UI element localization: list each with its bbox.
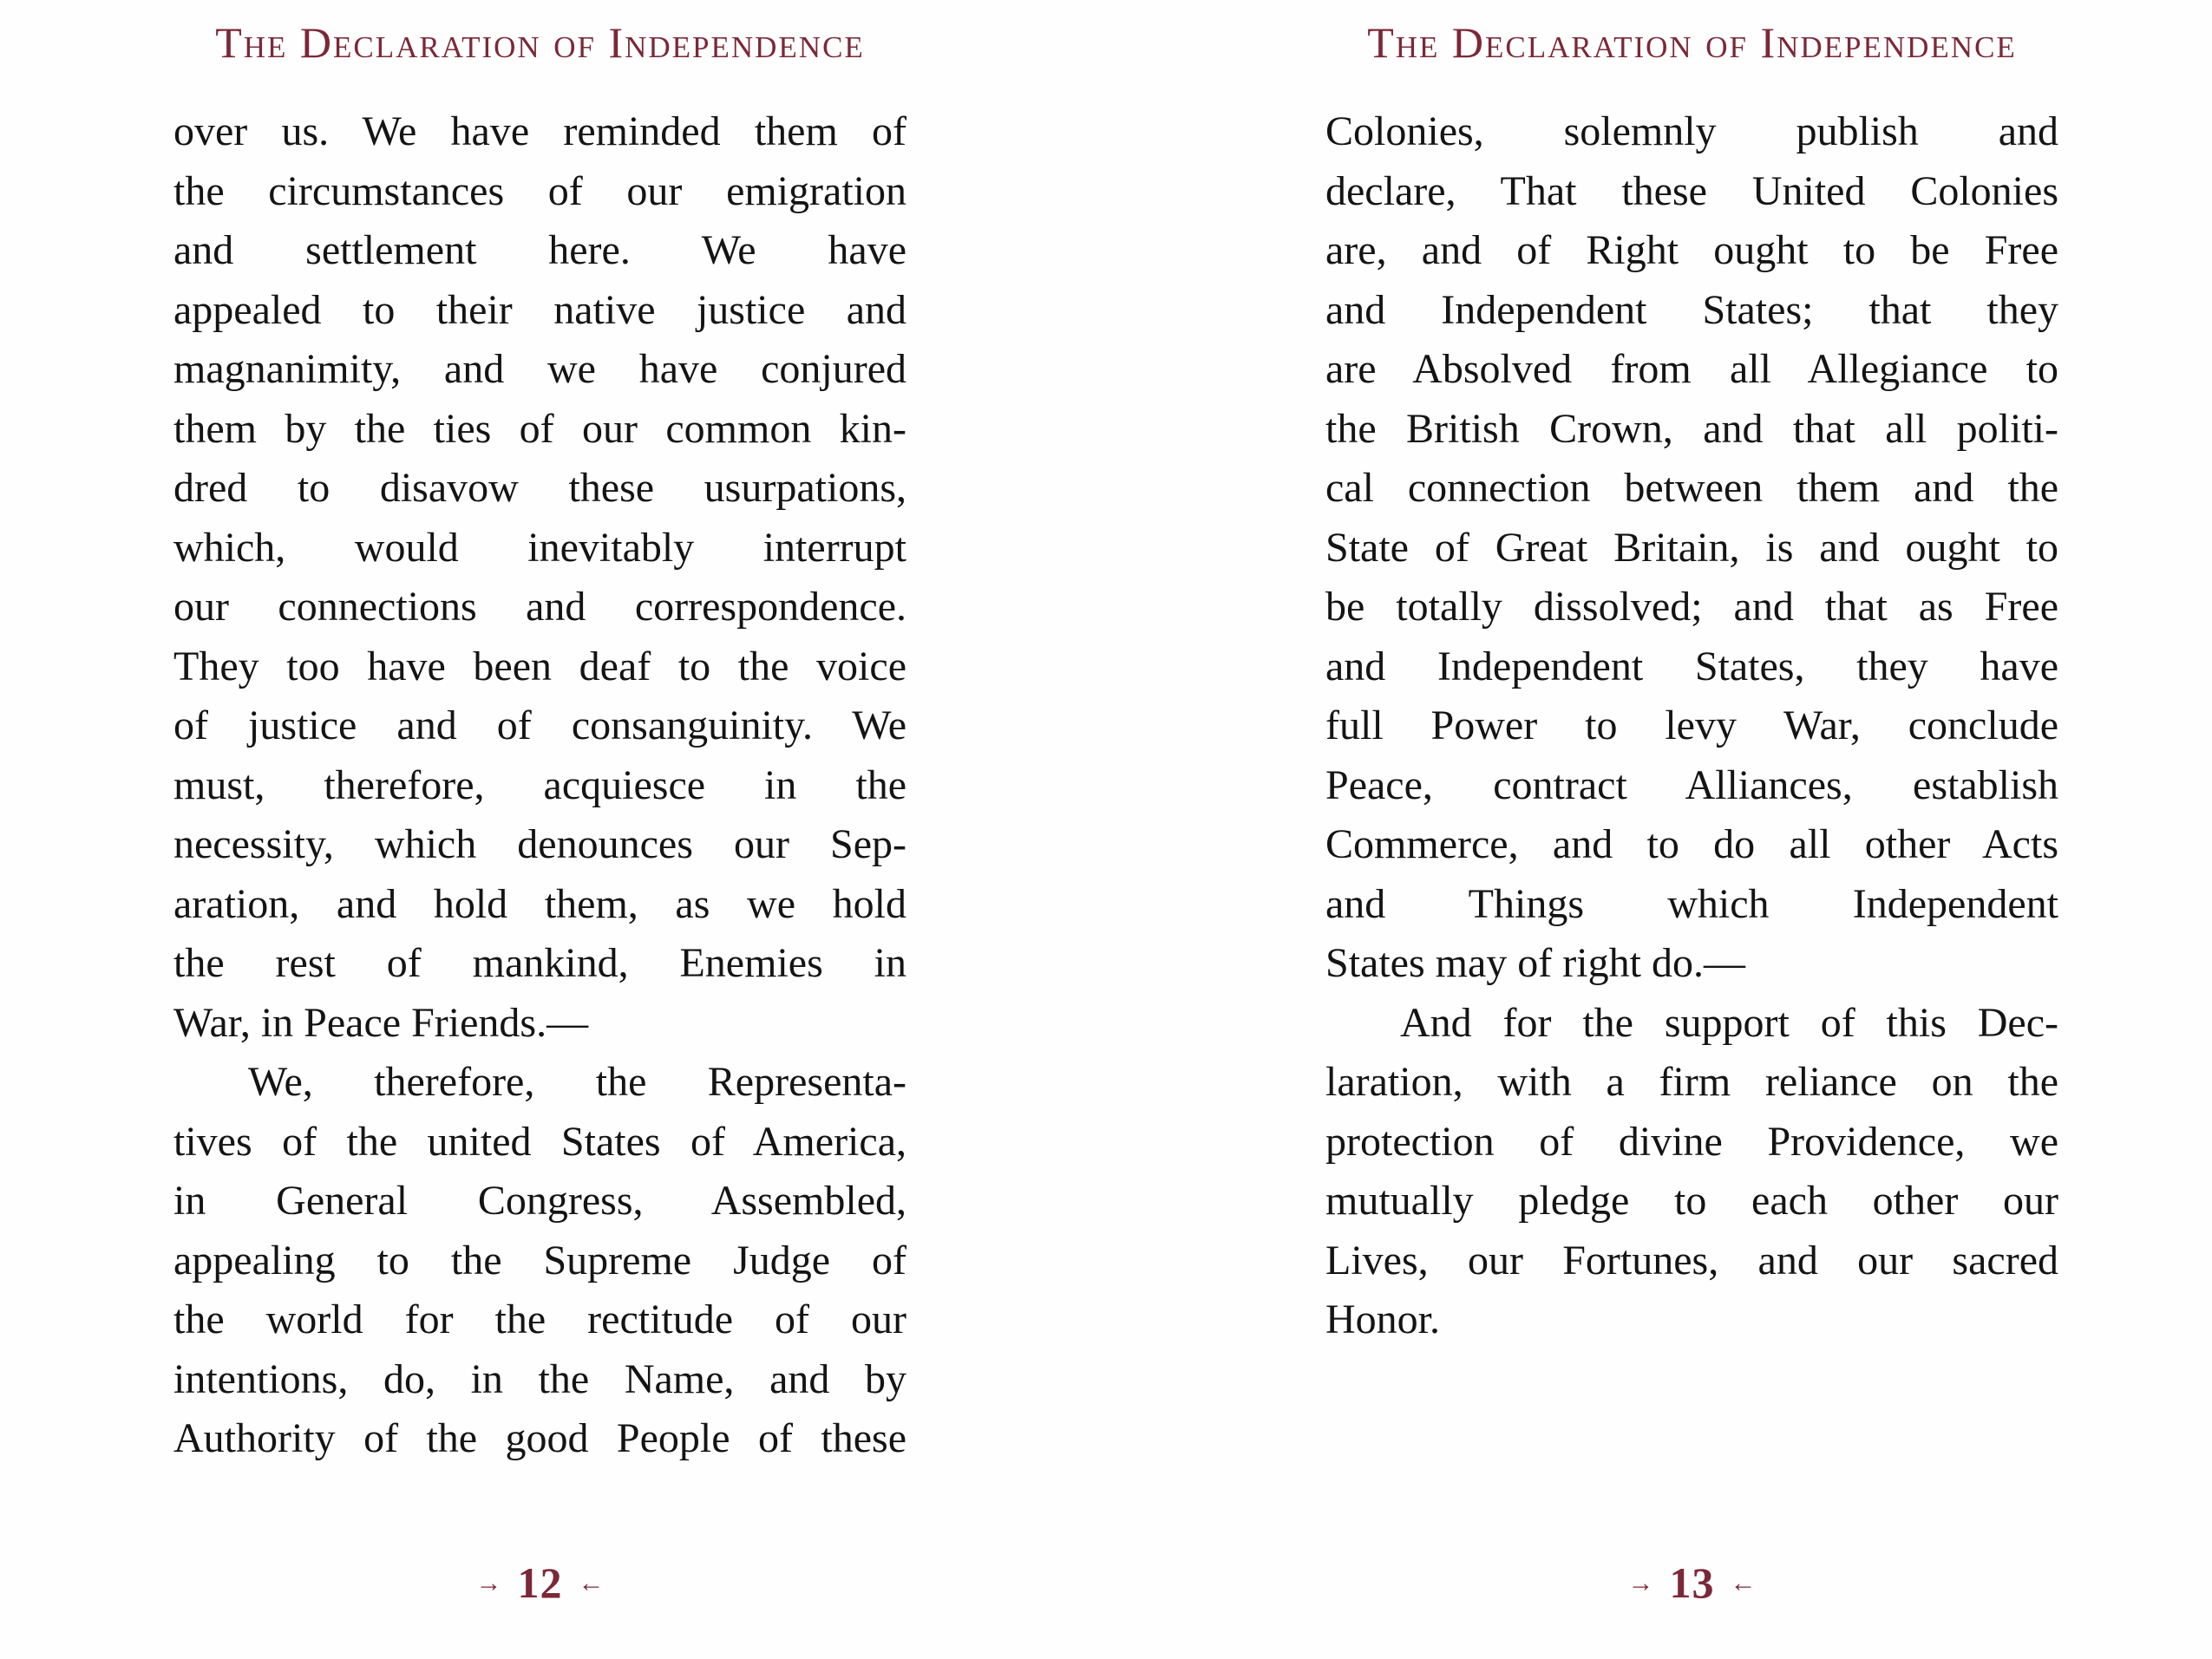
- text-line: appealing to the Supreme Judge of: [173, 1237, 906, 1283]
- text-line: over us. We have reminded them of: [173, 108, 906, 154]
- text-line: States may of right do.—: [1325, 940, 1745, 986]
- text-line: our connections and correspondence.: [173, 584, 906, 630]
- folio-left-arrow-icon: ←: [578, 1569, 605, 1597]
- text-line: and Independent States, they have: [1325, 643, 2058, 689]
- text-line: Authority of the good People of these: [173, 1415, 906, 1461]
- text-line: and Things which Independent: [1325, 880, 2058, 927]
- text-line: Peace, contract Alliances, establish: [1325, 761, 2058, 808]
- text-line: tives of the united States of America,: [173, 1118, 906, 1165]
- text-line: War, in Peace Friends.—: [173, 999, 589, 1046]
- text-line: State of Great Britain, is and ought to: [1325, 524, 2058, 571]
- text-line: which, would inevitably interrupt: [173, 524, 906, 571]
- text-line: Honor.: [1325, 1297, 1440, 1342]
- text-line: magnanimity, and we have conjured: [173, 346, 906, 392]
- folio: [1325, 1558, 2058, 1611]
- text-line: mutually pledge to each other our: [1325, 1178, 2058, 1224]
- text-line: And for the support of this Dec-: [1400, 999, 2058, 1046]
- text-line: the world for the rectitude of our: [173, 1297, 906, 1342]
- text-line: laration, with a firm reliance on the: [1325, 1059, 2058, 1105]
- text-line: cal connection between them and the: [1325, 465, 2058, 511]
- text-line: the British Crown, and that all politi-: [1325, 405, 2058, 452]
- text-line: declare, That these United Colonies: [1325, 167, 2058, 214]
- text-line: appealed to their native justice and: [173, 286, 906, 333]
- text-line: and settlement here. We have: [173, 227, 906, 273]
- text-line: are Absolved from all Allegiance to: [1325, 346, 2058, 392]
- text-line: the circumstances of our emigration: [173, 167, 906, 214]
- text-line: the rest of mankind, Enemies in: [173, 940, 906, 986]
- text-line: of justice and of consanguinity. We: [173, 702, 906, 748]
- text-line: in General Congress, Assembled,: [173, 1178, 906, 1224]
- text-line: Colonies, solemnly publish and: [1325, 108, 2058, 154]
- text-line: are, and of Right ought to be Free: [1325, 227, 2058, 273]
- text-line: must, therefore, acquiesce in the: [173, 761, 906, 808]
- folio-right-arrow-icon: →: [1627, 1569, 1654, 1597]
- folio-right-arrow-icon: →: [475, 1569, 502, 1597]
- text-line: be totally dissolved; and that as Free: [1325, 584, 2058, 630]
- text-line: full Power to levy War, conclude: [1325, 702, 2058, 748]
- text-line: dred to disavow these usurpations,: [173, 465, 906, 511]
- text-line: aration, and hold them, as we hold: [173, 880, 906, 927]
- text-line: Commerce, and to do all other Acts: [1325, 821, 2058, 867]
- text-line: We, therefore, the Representa-: [248, 1059, 906, 1105]
- text-line: protection of divine Providence, we: [1325, 1118, 2058, 1165]
- text-line: They too have been deaf to the voice: [173, 643, 906, 689]
- page-text-column: [173, 102, 906, 1469]
- text-line: necessity, which denounces our Sep-: [173, 821, 906, 867]
- folio-left-arrow-icon: ←: [1730, 1569, 1757, 1597]
- text-line: them by the ties of our common kin-: [173, 405, 906, 452]
- page-right: [1106, 0, 2212, 1659]
- folio-page-number: 13: [1669, 1558, 1715, 1607]
- running-head: The Declaration of Independence: [1367, 18, 2017, 67]
- folio-page-number: 12: [517, 1558, 563, 1607]
- text-line: Lives, our Fortunes, and our sacred: [1325, 1237, 2058, 1283]
- folio: [173, 1558, 906, 1611]
- page-text-column: [1325, 102, 2058, 1350]
- running-head: The Declaration of Independence: [215, 18, 865, 67]
- text-line: and Independent States; that they: [1325, 286, 2058, 333]
- text-line: intentions, do, in the Name, and by: [173, 1355, 906, 1402]
